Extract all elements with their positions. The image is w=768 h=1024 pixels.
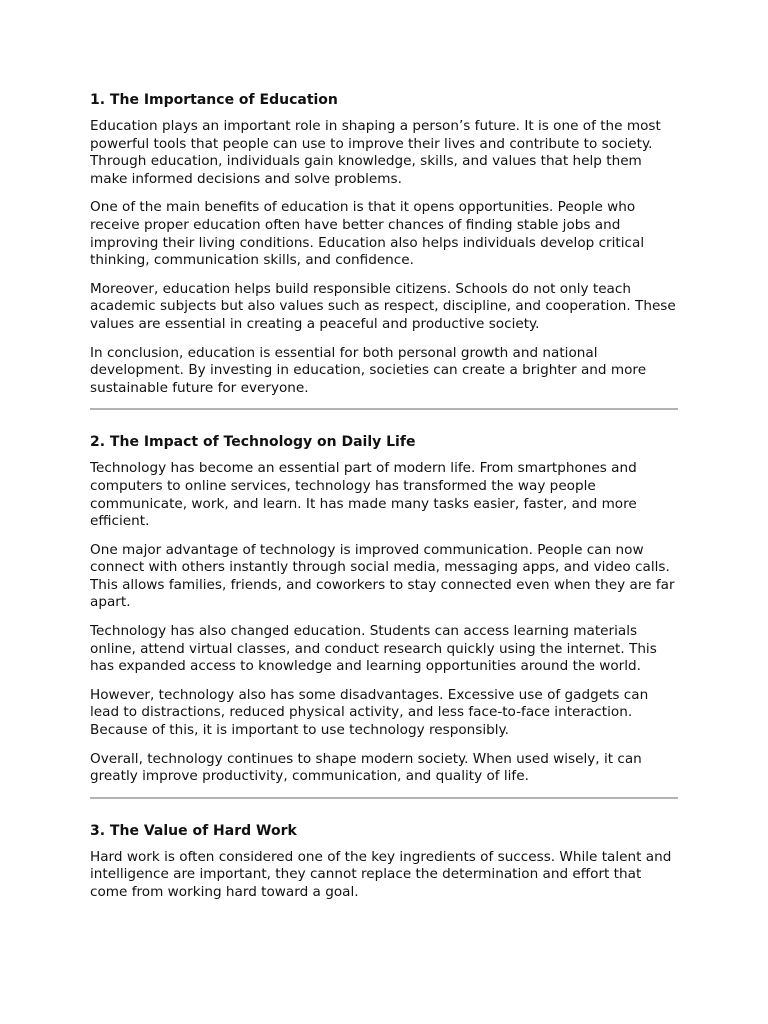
section-divider — [90, 408, 678, 410]
paragraph: Technology has also changed education. Students can access learning materials online, attend virtual classes, and conduct research quickly using the internet. This has expanded access to knowledge and learning opportunities around the world. — [90, 623, 657, 675]
paragraph: One major advantage of technology is improved communication. People can now connect with others instantly through social media, messaging apps, and video calls. This allows families, friends, and coworkers to stay connected even when they are far apart. — [90, 541, 675, 611]
section-divider — [90, 797, 678, 799]
paragraph: Hard work is often considered one of the key ingredients of success. While talent and intelligence are important, they cannot replace the determination and effort that come from working hard toward a goal. — [90, 848, 672, 900]
paragraph: However, technology also has some disadvantages. Excessive use of gadgets can lead to distractions, reduced physical activity, and less face-to-face interaction. Because of this, it is important to use technology responsibly. — [90, 686, 649, 739]
paragraph: Moreover, education helps build responsible citizens. Schools do not only teach academic subjects but also values such as respect, discipline, and cooperation. These values are essential in creating a peaceful and productive society. — [90, 280, 676, 332]
paragraph: Technology has become an essential part of modern life. From smartphones and computers to online services, technology has transformed the way people communicate, work, and learn. It has made many tasks easier, faster, and more efficient. — [90, 460, 637, 530]
paragraph: In conclusion, education is essential for both personal growth and national development. By investing in education, societies can create a brighter and more sustainable future for everyone. — [90, 344, 647, 396]
paragraph: Education plays an important role in shaping a person’s future. It is one of the most powerful tools that people can use to improve their lives and contribute to society. Through education, individuals gain knowledge, skills, and values that help them make informed decisions and solve problems. — [90, 118, 661, 187]
section-technology — [90, 432, 678, 786]
document-page — [90, 90, 678, 913]
paragraph: One of the main benefits of education is that it opens opportunities. People who receive proper education often have better chances of finding stable jobs and improving their living conditions. Education also helps individuals develop critical thinking, communication skills, and confidence. — [90, 199, 645, 269]
paragraph: Overall, technology continues to shape modern society. When used wisely, it can greatly improve productivity, communication, and quality of life. — [90, 750, 642, 785]
section-title: 1. The Importance of Education — [90, 92, 338, 108]
section-title: 2. The Impact of Technology on Daily Life — [90, 434, 416, 451]
section-education — [90, 90, 678, 397]
section-title: 3. The Value of Hard Work — [90, 822, 297, 839]
section-hard-work — [90, 821, 678, 902]
